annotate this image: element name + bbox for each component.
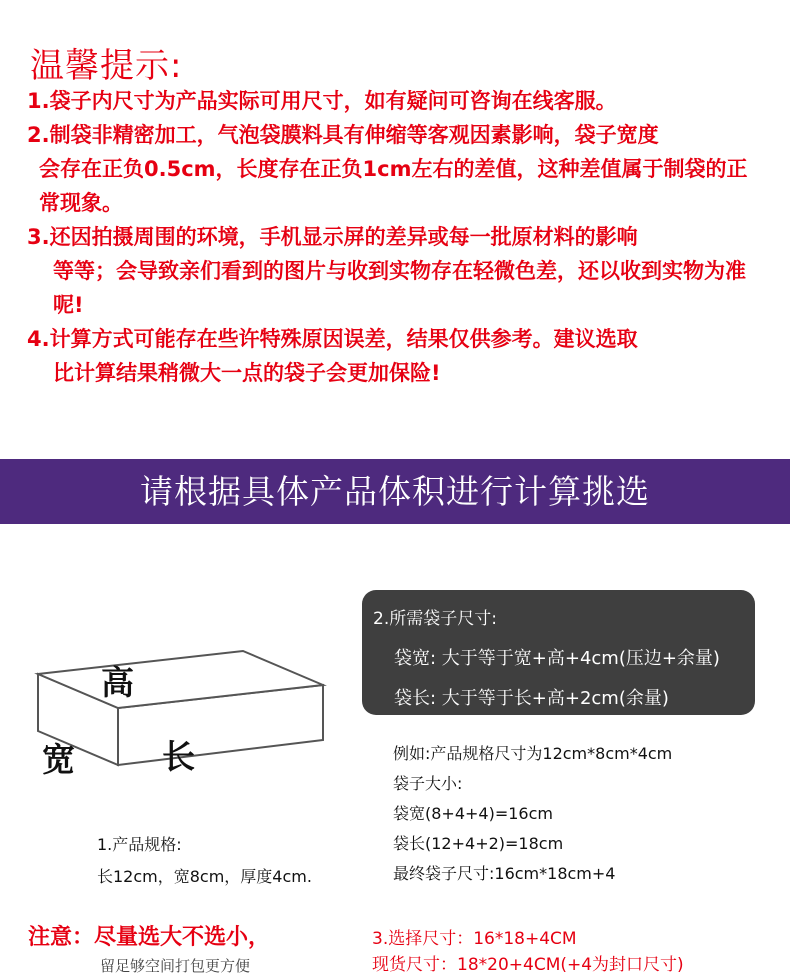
tips-list bbox=[27, 84, 767, 390]
example-line: 最终袋子尺寸:16cm*18cm+4 bbox=[393, 864, 616, 883]
example-line: 例如:产品规格尺寸为12cm*8cm*4cm bbox=[393, 744, 673, 763]
tip-text: 1.袋子内尺寸为产品实际可用尺寸，如有疑问可咨询在线客服。 bbox=[27, 89, 617, 113]
note-heading: 注意：尽量选大不选小， bbox=[28, 925, 271, 950]
stock-size-line: 现货尺寸：18*20+4CM(+4为封口尺寸) bbox=[372, 955, 684, 975]
tip-text: 3.还因拍摄周围的环境，手机显示屏的差异或每一批原材料的影响 bbox=[27, 225, 638, 249]
tip-item bbox=[27, 220, 767, 322]
box-dimension-diagram bbox=[28, 618, 338, 788]
tip-continuation: 会存在正负0.5cm，长度存在正负1cm左右的差值，这种差值属于制袋的正常现象。 bbox=[39, 157, 748, 215]
spec-value: 长12cm，宽8cm，厚度4cm. bbox=[97, 867, 312, 886]
tip-item bbox=[27, 118, 767, 220]
tip-continuation: 比计算结果稍微大一点的袋子会更加保险! bbox=[53, 361, 441, 385]
required-size-card bbox=[362, 590, 755, 715]
choose-size-block bbox=[372, 928, 684, 980]
section-banner: 请根据具体产品体积进行计算挑选 bbox=[0, 459, 790, 524]
example-line: 袋长(12+4+2)=18cm bbox=[393, 834, 564, 853]
spec-heading: 1.产品规格: bbox=[97, 835, 182, 854]
product-spec bbox=[97, 833, 312, 897]
example-line: 袋子大小: bbox=[393, 774, 463, 793]
tip-continuation: 等等；会导致亲们看到的图片与收到实物存在轻微色差，还以收到实物为准呢! bbox=[53, 259, 746, 317]
note-subtext: 留足够空间打包更方便 bbox=[100, 957, 251, 975]
tip-text: 4.计算方式可能存在些许特殊原因误差，结果仅供参考。建议选取 bbox=[27, 327, 638, 351]
tip-text: 2.制袋非精密加工，气泡袋膜料具有伸缩等客观因素影响，袋子宽度 bbox=[27, 123, 659, 147]
example-line: 袋宽(8+4+4)=16cm bbox=[393, 804, 553, 823]
example-block bbox=[393, 742, 672, 892]
bag-length-rule: 袋长: 大于等于长+高+2cm(余量) bbox=[394, 688, 669, 709]
length-label: 长 bbox=[162, 737, 195, 776]
height-label: 高 bbox=[101, 663, 134, 702]
tips-title: 温馨提示: bbox=[30, 46, 183, 86]
width-label: 宽 bbox=[42, 740, 75, 779]
required-size-heading: 2.所需袋子尺寸: bbox=[373, 609, 497, 629]
tip-item bbox=[27, 322, 767, 390]
choose-size-line: 3.选择尺寸：16*18+4CM bbox=[372, 929, 577, 949]
bag-width-rule: 袋宽: 大于等于宽+高+4cm(压边+余量) bbox=[394, 648, 720, 669]
tip-item bbox=[27, 84, 767, 118]
